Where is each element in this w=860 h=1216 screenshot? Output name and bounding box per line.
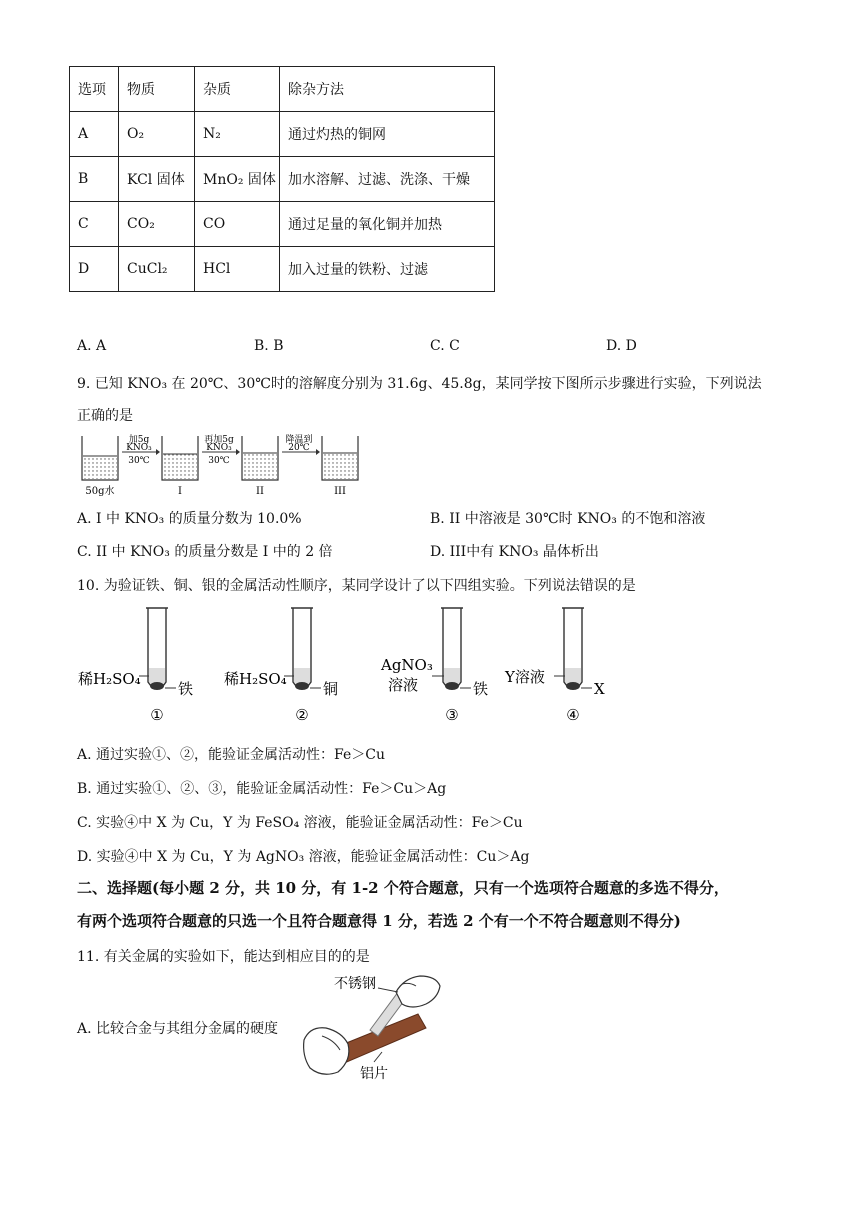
- table-header-cell: 杂质: [195, 67, 280, 112]
- q9-option-a: A. I 中 KNO₃ 的质量分数为 10.0%: [77, 511, 302, 527]
- q9-beaker-diagram: [76, 430, 366, 498]
- tube-right-label: 铜: [323, 680, 339, 698]
- svg-text:KNO₃: KNO₃: [126, 443, 152, 453]
- q10-option-d: D. 实验④中 X 为 Cu，Y 为 AgNO₃ 溶液，能验证金属活动性：Cu＞Ag: [77, 849, 530, 865]
- table-cell: C: [70, 202, 119, 247]
- tube-left-label: 稀H₂SO₄: [224, 670, 287, 688]
- step-arrow-1: [122, 433, 160, 466]
- table-cell: O₂: [119, 112, 195, 157]
- table-header-row: [70, 67, 495, 112]
- svg-text:KNO₃: KNO₃: [206, 443, 232, 453]
- q9-stem-line1: 9. 已知 KNO₃ 在 20℃、30℃时的溶解度分别为 31.6g、45.8g，某同学按下图所示步骤进行实验，下列说法: [77, 376, 762, 392]
- beaker-label: III: [334, 486, 346, 497]
- q9-option-c: C. II 中 KNO₃ 的质量分数是 I 中的 2 倍: [77, 544, 333, 560]
- table-cell: 通过灼热的铜网: [280, 112, 495, 157]
- beaker-0: [82, 436, 118, 497]
- svg-text:30℃: 30℃: [128, 456, 150, 466]
- step-arrow-2: [202, 433, 240, 466]
- q11-stem: 11. 有关金属的实验如下，能达到相应目的的是: [77, 949, 370, 965]
- q9-stem-line2: 正确的是: [77, 408, 133, 424]
- q8-option-a: A. A: [77, 338, 107, 354]
- svg-text:30℃: 30℃: [208, 456, 230, 466]
- beaker-label: II: [256, 486, 264, 497]
- table-cell: CO: [195, 202, 280, 247]
- table-cell: 加水溶解、过滤、洗涤、干燥: [280, 157, 495, 202]
- q10-option-b: B. 通过实验①、②、③，能验证金属活动性：Fe＞Cu＞Ag: [77, 781, 447, 797]
- beaker-3: [322, 436, 358, 497]
- q11-scratch-illustration: [300, 970, 450, 1085]
- tube-right-label: 铁: [178, 680, 194, 698]
- table-row: [70, 202, 495, 247]
- q10-option-c: C. 实验④中 X 为 Cu，Y 为 FeSO₄ 溶液，能验证金属活动性：Fe＞Cu: [77, 815, 523, 831]
- q10-stem: 10. 为验证铁、铜、银的金属活动性顺序，某同学设计了以下四组实验。下列说法错误的是: [77, 578, 636, 594]
- table-cell: D: [70, 247, 119, 292]
- impurity-table: [69, 66, 495, 292]
- beaker-1: [162, 436, 198, 497]
- table-cell: KCl 固体: [119, 157, 195, 202]
- tube-number: ①: [150, 706, 164, 724]
- q11-option-a: A. 比较合金与其组分金属的硬度: [77, 1021, 279, 1037]
- table-header-cell: 物质: [119, 67, 195, 112]
- table-cell: MnO₂ 固体: [195, 157, 280, 202]
- svg-text:降温到: 降温到: [285, 435, 313, 445]
- test-tube-1: [78, 608, 193, 724]
- svg-text:再加5g: 再加5g: [204, 435, 234, 445]
- beaker-label: 50g水: [85, 486, 115, 497]
- tube-number: ③: [445, 706, 459, 724]
- q10-option-a: A. 通过实验①、②，能验证金属活动性：Fe＞Cu: [77, 747, 385, 763]
- table-cell: 加入过量的铁粉、过滤: [280, 247, 495, 292]
- table-cell: 通过足量的氧化铜并加热: [280, 202, 495, 247]
- table-header-cell: 选项: [70, 67, 119, 112]
- table-row: [70, 157, 495, 202]
- label-aluminum-sheet: 铝片: [360, 1066, 388, 1082]
- q9-option-b: B. II 中溶液是 30℃时 KNO₃ 的不饱和溶液: [430, 511, 706, 527]
- q8-option-b: B. B: [254, 338, 284, 354]
- table-cell: HCl: [195, 247, 280, 292]
- tube-left-label: 稀H₂SO₄: [78, 670, 141, 688]
- tube-left-label: AgNO₃: [381, 656, 433, 674]
- tube-right-label: X: [594, 680, 605, 698]
- beaker-2: [242, 436, 278, 497]
- table-cell: B: [70, 157, 119, 202]
- label-stainless-steel: 不锈钢: [334, 976, 376, 992]
- table-row: [70, 112, 495, 157]
- test-tube-4: [504, 608, 605, 724]
- tube-left-label-2: 溶液: [388, 676, 419, 694]
- svg-text:20℃: 20℃: [288, 443, 310, 453]
- table-header-cell: 除杂方法: [280, 67, 495, 112]
- q10-test-tube-diagram: [70, 604, 640, 730]
- section-2-heading-line1: 二、选择题(每小题 2 分，共 10 分，有 1-2 个符合题意，只有一个选项符合题意的多选不得分，: [77, 879, 729, 897]
- table-cell: CuCl₂: [119, 247, 195, 292]
- tube-left-label: Y溶液: [505, 668, 545, 686]
- q8-option-c: C. C: [430, 338, 460, 354]
- tube-number: ④: [566, 706, 580, 724]
- tube-number: ②: [295, 706, 309, 724]
- q9-option-d: D. III中有 KNO₃ 晶体析出: [430, 544, 599, 560]
- svg-text:加5g: 加5g: [128, 435, 150, 445]
- test-tube-2: [224, 608, 338, 724]
- table-cell: N₂: [195, 112, 280, 157]
- step-arrow-3: [282, 433, 320, 455]
- table-cell: CO₂: [119, 202, 195, 247]
- tube-right-label: 铁: [473, 680, 489, 698]
- table-row: [70, 247, 495, 292]
- test-tube-3: [380, 608, 488, 724]
- section-2-heading-line2: 有两个选项符合题意的只选一个且符合题意得 1 分，若选 2 个有一个不符合题意则不得分): [77, 912, 681, 930]
- q8-option-d: D. D: [606, 338, 637, 354]
- beaker-label: I: [178, 486, 182, 497]
- table-cell: A: [70, 112, 119, 157]
